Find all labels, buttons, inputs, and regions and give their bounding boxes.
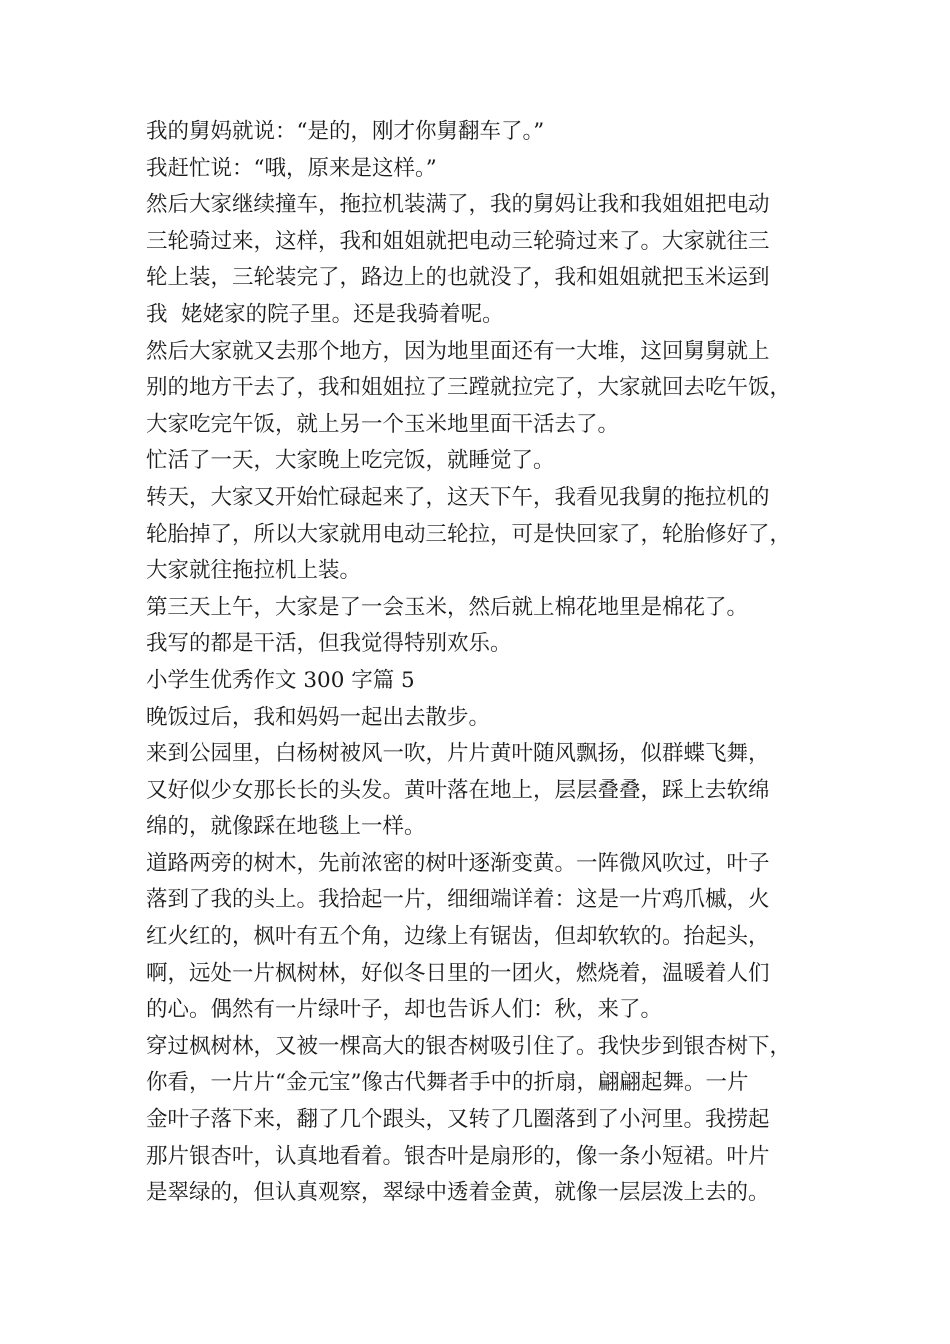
section-heading: 小学生优秀作文 300 字篇 5 bbox=[146, 667, 415, 693]
text-line: 你看，一片片“金元宝”像古代舞者手中的折扇，翩翩起舞。一片 bbox=[146, 1070, 749, 1096]
text-line: 轮胎掉了，所以大家就用电动三轮拉，可是快回家了，轮胎修好了， bbox=[146, 521, 792, 547]
text-line: 我写的都是干活，但我觉得特别欢乐。 bbox=[146, 631, 512, 657]
text-line: 穿过枫树林，又被一棵高大的银杏树吸引住了。我快步到银杏树下， bbox=[146, 1033, 792, 1059]
document-text bbox=[146, 114, 836, 1212]
text-line: 我 姥姥家的院子里。还是我骑着呢。 bbox=[146, 301, 504, 327]
text-line: 大家就往拖拉机上装。 bbox=[146, 558, 362, 584]
text-line: 是翠绿的，但认真观察，翠绿中透着金黄，就像一层层泼上去的。 bbox=[146, 1180, 770, 1206]
text-line: 又好似少女那长长的头发。黄叶落在地上，层层叠叠，踩上去软绵 bbox=[146, 777, 770, 803]
text-line: 的心。偶然有一片绿叶子，却也告诉人们：秋，来了。 bbox=[146, 997, 663, 1023]
text-line: 红火红的，枫叶有五个角，边缘上有锯齿，但却软软的。抬起头， bbox=[146, 924, 770, 950]
text-line: 我的舅妈就说：“是的，刚才你舅翻车了。” bbox=[146, 119, 545, 144]
text-line: 金叶子落下来，翻了几个跟头，又转了几圈落到了小河里。我捞起 bbox=[146, 1107, 770, 1133]
text-line: 晚饭过后，我和妈妈一起出去散步。 bbox=[146, 704, 491, 730]
text-line: 别的地方干去了，我和姐姐拉了三蹚就拉完了，大家就回去吃午饭， bbox=[146, 375, 792, 401]
text-line: 第三天上午，大家是了一会玉米，然后就上棉花地里是棉花了。 bbox=[146, 594, 749, 620]
text-line: 轮上装，三轮装完了，路边上的也就没了，我和姐姐就把玉米运到 bbox=[146, 265, 770, 291]
text-line: 我赶忙说：“哦，原来是这样。” bbox=[146, 155, 437, 181]
text-line: 转天，大家又开始忙碌起来了，这天下午，我看见我舅的拖拉机的 bbox=[146, 484, 770, 510]
text-line: 来到公园里，白杨树被风一吹，片片黄叶随风飘扬，似群蝶飞舞， bbox=[146, 741, 770, 767]
text-line: 啊，远处一片枫树林，好似冬日里的一团火，燃烧着，温暖着人们 bbox=[146, 960, 770, 986]
text-line: 落到了我的头上。我拾起一片，细细端详着：这是一片鸡爪槭，火 bbox=[146, 887, 770, 913]
text-line: 那片银杏叶，认真地看着。银杏叶是扇形的，像一条小短裙。叶片 bbox=[146, 1143, 770, 1169]
text-line: 绵的，就像踩在地毯上一样。 bbox=[146, 814, 426, 840]
text-line: 三轮骑过来，这样，我和姐姐就把电动三轮骑过来了。大家就往三 bbox=[146, 228, 770, 254]
text-line: 道路两旁的树木，先前浓密的树叶逐渐变黄。一阵微风吹过，叶子 bbox=[146, 850, 770, 876]
text-line: 然后大家就又去那个地方，因为地里面还有一大堆，这回舅舅就上 bbox=[146, 338, 770, 364]
text-line: 忙活了一天，大家晚上吃完饭，就睡觉了。 bbox=[146, 448, 555, 474]
text-line: 然后大家继续撞车，拖拉机装满了，我的舅妈让我和我姐姐把电动 bbox=[146, 192, 770, 218]
text-line: 大家吃完午饭，就上另一个玉米地里面干活去了。 bbox=[146, 411, 620, 437]
